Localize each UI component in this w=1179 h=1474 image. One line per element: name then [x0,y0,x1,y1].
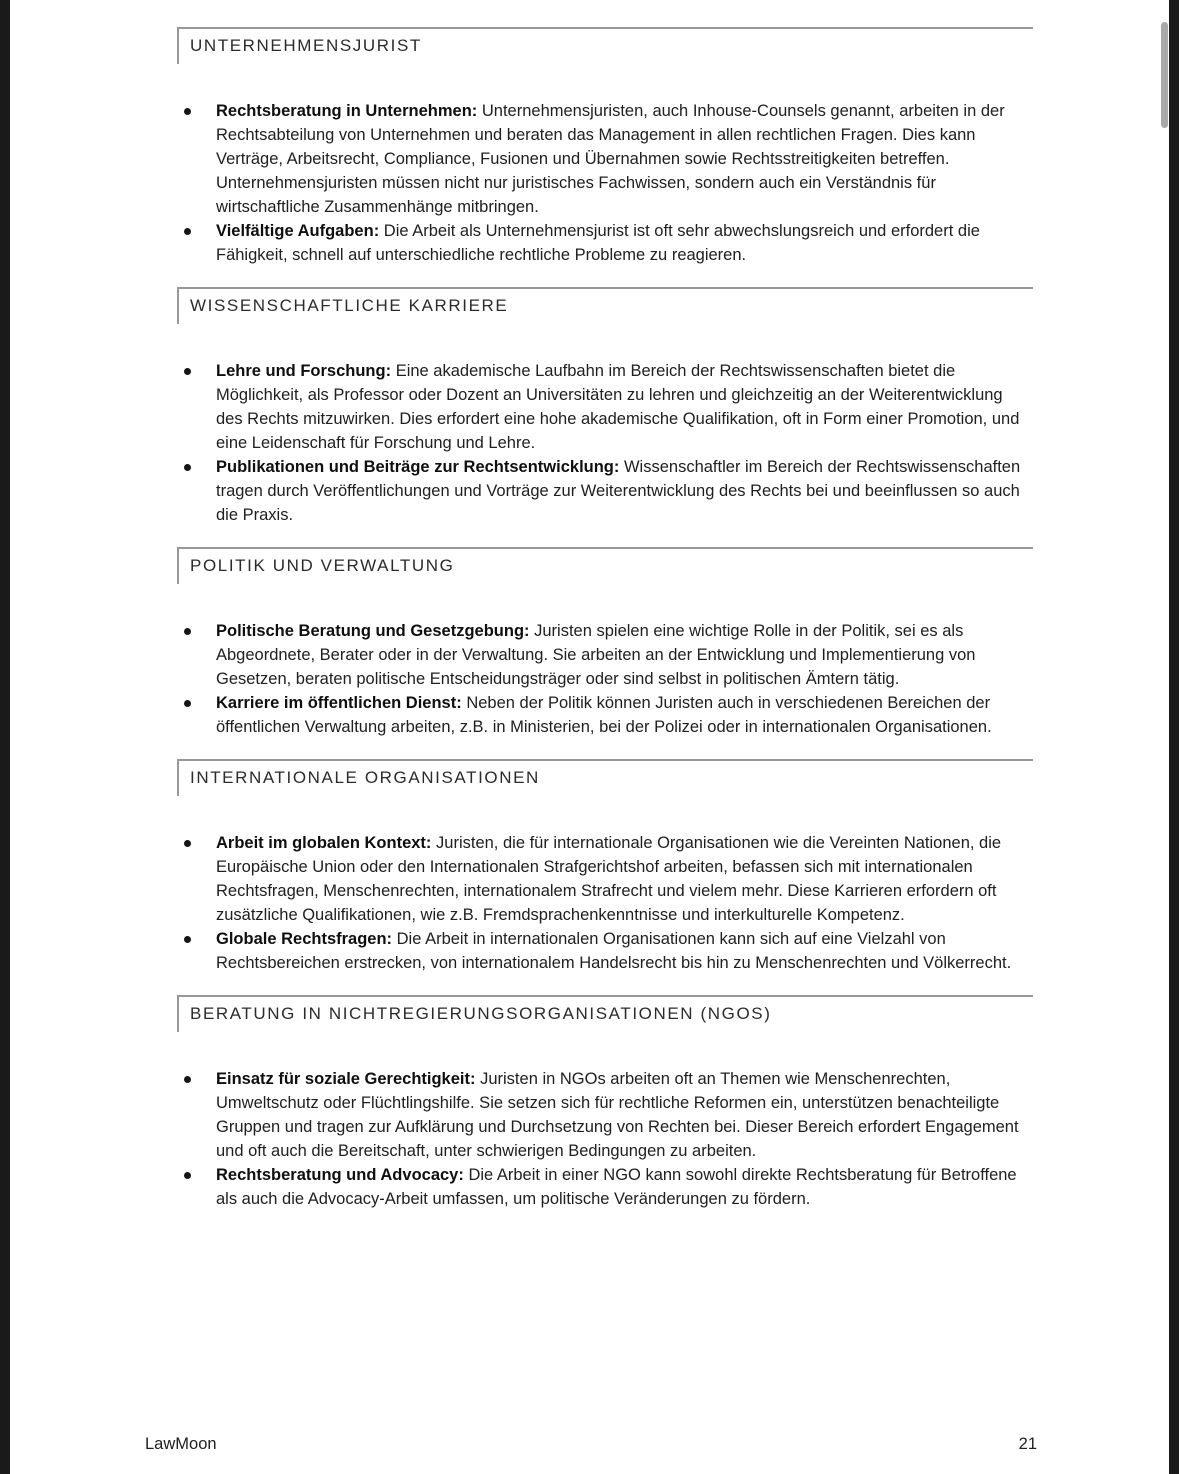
page-footer [145,1435,1037,1454]
bullet-item [177,1067,1033,1163]
bullet-item [177,831,1033,927]
bullet-text: Die Arbeit als Unternehmensjurist ist oft sehr abwechslungsreich und erfordert die Fähigkeit, schnell auf unterschiedliche rechtliche Probleme zu reagieren. [216,222,980,264]
footer-page-number: 21 [1018,1435,1037,1453]
bullet-text: Unternehmensjuristen, auch Inhouse-Counsels genannt, arbeiten in der Rechtsabteilung von Unternehmen und beraten das Management in allen rechtlichen Fragen. Dies kann Verträge, Arbeitsrecht, Compliance, Fusionen und Übernahmen sowie Rechtsstreitigkeiten betreffen. Unternehmensjuristen müssen nicht nur juristisches Fachwissen, sondern auch ein Verständnis für wirtschaftliche Zusammenhänge mitbringen. [216,102,1005,216]
bullet-lead: Rechtsberatung und Advocacy: [216,1166,464,1184]
bullet-text: Neben der Politik können Juristen auch in verschiedenen Bereichen der öffentlichen Verwaltung arbeiten, z.B. in Ministerien, bei der Polizei oder in internationalen Organisationen. [216,694,992,736]
bullet-item [177,619,1033,691]
vertical-scrollbar-thumb[interactable] [1161,22,1168,128]
bullet-text: Eine akademische Laufbahn im Bereich der Rechtswissenschaften bietet die Möglichkeit, als Professor oder Dozent an Universitäten zu lehren und gleichzeitig an der Weiterentwicklung des Rechts mitzuwirken. Dies erfordert eine hohe akademische Qualifikation, oft in Form einer Promotion, und eine Leidenschaft für Forschung und Lehre. [216,362,1020,452]
bullet-item [177,455,1033,527]
bullet-text: Wissenschaftler im Bereich der Rechtswissenschaften tragen durch Veröffentlichungen und Vorträge zur Weiterentwicklung des Rechts bei und beeinflussen so auch die Praxis. [216,458,1021,524]
section-header [177,547,1033,584]
bullet-lead: Publikationen und Beiträge zur Rechtsentwicklung: [216,458,620,476]
footer-brand: LawMoon [145,1435,217,1453]
section-header [177,995,1033,1032]
document-section [177,287,1033,527]
bullet-list [177,619,1033,739]
section-header [177,759,1033,796]
bullet-text: Die Arbeit in einer NGO kann sowohl direkte Rechtsberatung für Betroffene als auch die Advocacy-Arbeit umfassen, um politische Veränderungen zu fördern. [216,1166,1017,1208]
section-title: UNTERNEHMENSJURIST [177,29,1033,64]
bullet-text: Juristen in NGOs arbeiten oft an Themen wie Menschenrechten, Umweltschutz oder Flüchtlingshilfe. Sie setzen sich für rechtliche Reformen ein, unterstützen benachteiligte Gruppen und tragen zur Aufklärung und Durchsetzung von Rechten bei. Dieser Bereich erfordert Engagement und oft auch die Bereitschaft, unter schwierigen Bedingungen zu arbeiten. [216,1070,1019,1160]
bullet-lead: Politische Beratung und Gesetzgebung: [216,622,530,640]
document-section [177,759,1033,975]
bullet-item [177,219,1033,267]
document-page [10,0,1169,1474]
bullet-text: Juristen, die für internationale Organisationen wie die Vereinten Nationen, die Europäische Union oder den Internationalen Strafgerichtshof arbeiten, befassen sich mit internationalen Rechtsfragen, Menschenrechten, internationalem Strafrecht und vielem mehr. Diese Karrieren erfordern oft zusätzliche Qualifikationen, wie z.B. Fremdsprachenkenntnisse und interkulturelle Kompetenz. [216,834,1002,924]
section-title: WISSENSCHAFTLICHE KARRIERE [177,289,1033,324]
bullet-text: Juristen spielen eine wichtige Rolle in der Politik, sei es als Abgeordnete, Berater oder in der Verwaltung. Sie arbeiten an der Entwicklung und Implementierung von Gesetzen, beraten politische Entscheidungsträger oder sind selbst in politischen Ämtern tätig. [216,622,976,688]
sections-container [177,27,1033,1211]
section-header [177,287,1033,324]
bullet-lead: Arbeit im globalen Kontext: [216,834,432,852]
document-content [177,27,1033,1231]
document-section [177,547,1033,739]
bullet-item [177,691,1033,739]
document-section [177,995,1033,1211]
bullet-lead: Einsatz für soziale Gerechtigkeit: [216,1070,476,1088]
bullet-item [177,359,1033,455]
bullet-item [177,927,1033,975]
bullet-list [177,99,1033,267]
bullet-lead: Karriere im öffentlichen Dienst: [216,694,462,712]
section-header [177,27,1033,64]
bullet-text: Die Arbeit in internationalen Organisationen kann sich auf eine Vielzahl von Rechtsbereichen erstrecken, von internationalem Handelsrecht bis hin zu Menschenrechten und Völkerrecht. [216,930,1012,972]
document-section [177,27,1033,267]
bullet-lead: Rechtsberatung in Unternehmen: [216,102,478,120]
section-title: POLITIK UND VERWALTUNG [177,549,1033,584]
section-title: INTERNATIONALE ORGANISATIONEN [177,761,1033,796]
bullet-list [177,359,1033,527]
bullet-item [177,99,1033,219]
bullet-list [177,831,1033,975]
bullet-list [177,1067,1033,1211]
bullet-lead: Vielfältige Aufgaben: [216,222,380,240]
bullet-item [177,1163,1033,1211]
bullet-lead: Lehre und Forschung: [216,362,392,380]
section-title: BERATUNG IN NICHTREGIERUNGSORGANISATIONEN (NGOS) [177,997,1033,1032]
bullet-lead: Globale Rechtsfragen: [216,930,393,948]
